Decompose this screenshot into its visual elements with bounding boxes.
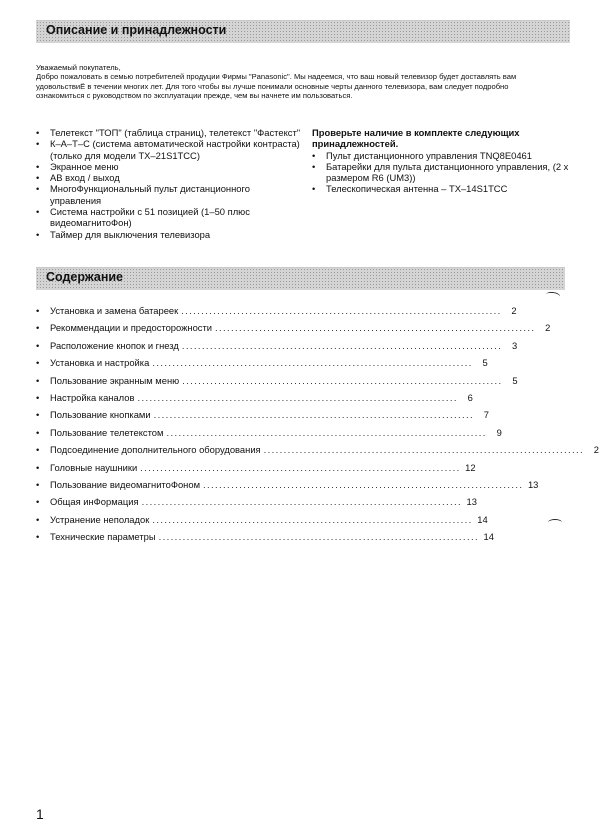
toc-dot-leader: ................................................................................ xyxy=(152,357,473,369)
toc-entry-title: • Устранение неполадок xyxy=(50,513,150,525)
toc-entry-title: • Установка и замена батареек xyxy=(50,305,179,316)
toc-dot-leader: ................................................................................ xyxy=(181,305,502,316)
toc-entry-page: 13 xyxy=(527,478,539,490)
toc-entry xyxy=(36,409,489,426)
toc-entry xyxy=(36,339,518,357)
toc-entry-page: 2 xyxy=(545,322,551,334)
toc-entry-title: • Головные наушники xyxy=(50,461,138,473)
list-item: • Батарейки для пульта дистанционного управления, (2 x размером R6 (UM3)) xyxy=(312,161,572,184)
toc-dot-leader: ................................................................................ xyxy=(182,374,503,386)
list-item: • Телескопическая антенна – TX–14S1TCC xyxy=(312,183,572,194)
toc-entry xyxy=(36,322,551,339)
toc-entry-page: 2 xyxy=(511,305,517,316)
toc-entry-title: • Пользование видеомагнитоФоном xyxy=(50,478,201,490)
section-header-description xyxy=(36,20,570,43)
list-item: • Пульт дистанционного управления TNQ8E0461 xyxy=(312,150,572,161)
features-column xyxy=(36,127,301,240)
table-of-contents xyxy=(36,305,600,548)
toc-entry-title: • Общая инФормация xyxy=(50,496,139,508)
toc-entry-page: 5 xyxy=(512,374,518,386)
toc-dot-leader: ................................................................................ xyxy=(263,444,585,456)
toc-entry xyxy=(36,478,539,496)
toc-entry xyxy=(36,513,488,531)
toc-dot-leader: ................................................................................ xyxy=(166,426,487,438)
toc-entry xyxy=(36,391,473,409)
toc-entry-page: 7 xyxy=(483,409,489,421)
margin-mark xyxy=(546,291,561,300)
intro-greeting: Уважаемый покупатель, xyxy=(36,63,121,72)
toc-entry-page: 2 xyxy=(593,444,600,456)
toc-entry-title: • Рекоммендации и предосторожности xyxy=(50,322,213,334)
toc-entry-page: 3 xyxy=(511,339,518,351)
margin-mark xyxy=(548,519,562,526)
section-header-contents xyxy=(36,267,565,290)
toc-dot-leader: ................................................................................ xyxy=(153,409,474,421)
intro-body: Добро пожаловать в семью потребителей продуции Фирмы "Panasonic". Мы надеемся, что ваш новый телевизор будет доставлять вам удовольствиЁ в течении многих лет. Для того чтобы вы лучше понимали основные черты данного телевизора, вам следует подробно ознакомиться с руководством по эксплуатации прежде, чем вы начнете им пользоваться. xyxy=(36,72,517,101)
toc-entry-title: • Расположение кнопок и гнезд xyxy=(50,339,179,351)
toc-entry-title: • Настройка каналов xyxy=(50,391,135,403)
intro-text xyxy=(36,63,556,101)
toc-dot-leader: ................................................................................ xyxy=(152,513,473,525)
page-number: 1 xyxy=(36,806,44,822)
toc-entry-title: • Пользование экранным меню xyxy=(50,374,180,386)
toc-entry xyxy=(36,496,477,513)
section-title-contents: Содержание xyxy=(46,270,124,284)
toc-entry xyxy=(36,305,517,322)
list-item: • Телетекст "ТОП" (таблица страниц), телетекст "Фастекст" xyxy=(36,127,301,138)
toc-dot-leader: ................................................................................ xyxy=(181,339,503,351)
toc-entry-title: • Технические параметры xyxy=(50,531,156,543)
accessories-column xyxy=(312,127,572,195)
accessories-title: Проверьте наличие в комплекте следующих принадлежностей. xyxy=(312,127,520,150)
toc-dot-leader: ................................................................................ xyxy=(203,478,524,490)
toc-entry-page: 9 xyxy=(496,426,502,438)
toc-dot-leader: ................................................................................ xyxy=(140,461,461,473)
list-item: • К–А–Т–С (система автоматической настройки контраста) (только для модели TX–21S1TCC) xyxy=(36,138,301,161)
toc-dot-leader: ................................................................................ xyxy=(141,496,462,508)
toc-entry xyxy=(36,531,494,548)
toc-entry-page: 5 xyxy=(482,357,488,369)
toc-entry xyxy=(36,374,518,392)
list-item: • МногоФункциональный пульт дистанционного управления xyxy=(36,183,301,206)
toc-entry-page: 13 xyxy=(466,496,477,508)
toc-dot-leader: ................................................................................ xyxy=(137,391,458,403)
toc-entry-title: • Установка и настройка xyxy=(50,357,150,369)
list-item: • Экранное меню xyxy=(36,161,301,172)
accessories-list xyxy=(312,150,572,195)
list-item: • Система настройки с 51 позицией (1–50 плюс видеомагнитоФон) xyxy=(36,206,301,229)
section-title-description: Описание и принадлежности xyxy=(46,23,227,37)
toc-entry-page: 6 xyxy=(467,391,473,403)
toc-entry xyxy=(36,461,476,479)
list-item: • Таймер для выключения телевизора xyxy=(36,229,301,240)
toc-entry-title: • Подсоединение дополнительного оборудования xyxy=(50,444,261,456)
list-item: • АВ вход / выход xyxy=(36,172,301,183)
features-list xyxy=(36,127,301,240)
toc-entry-page: 12 xyxy=(465,461,476,473)
toc-entry-title: • Пользование кнопками xyxy=(50,409,151,421)
toc-dot-leader: ................................................................................ xyxy=(158,531,479,543)
toc-entry xyxy=(36,444,600,461)
toc-entry-page: 14 xyxy=(477,513,488,525)
toc-entry xyxy=(36,357,488,374)
toc-entry-page: 14 xyxy=(483,531,494,543)
toc-dot-leader: ................................................................................ xyxy=(215,322,536,334)
toc-entry xyxy=(36,426,502,444)
toc-entry-title: • Пользование телетекстом xyxy=(50,426,164,438)
